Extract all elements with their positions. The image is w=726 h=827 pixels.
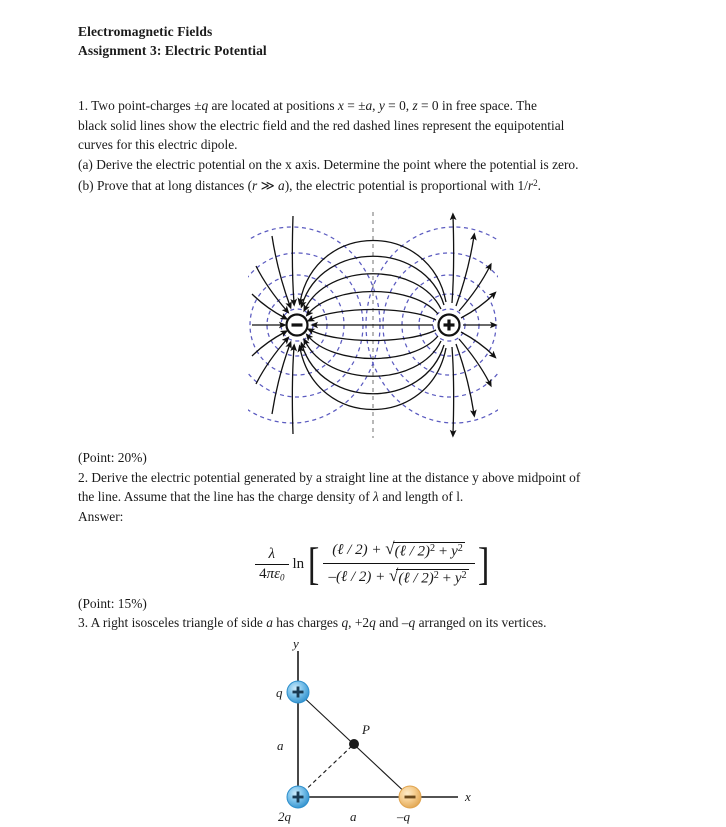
point-p-marker [349, 739, 359, 749]
formula-den-sqrt [389, 567, 469, 588]
formula-den-first-term: –(ℓ / 2) + [328, 569, 386, 586]
q2-points: (Point: 15%) [78, 595, 147, 611]
q1b-mid: ), the electric potential is proportional with 1/ [284, 178, 528, 194]
formula-den-rad-a: (ℓ / 2) [398, 570, 434, 587]
q1b-var-r: r [252, 178, 258, 194]
charge-right-negq [399, 786, 421, 808]
radical-icon: √ [385, 539, 395, 559]
formula-den-rad-y: y [454, 570, 462, 587]
formula-prefactor [255, 546, 288, 583]
formula-numerator [326, 540, 471, 563]
q1-eq-1: = [343, 98, 359, 113]
q1-part-a: (a) Derive the electric potential on the x axis. Determine the point where the potential is zero. [78, 156, 579, 172]
formula-den-rad-plus: + [438, 570, 455, 587]
answer-label: Answer: [78, 508, 124, 524]
formula-bracket-right: ] [477, 538, 490, 590]
formula-num-rad-a: (ℓ / 2) [394, 544, 431, 561]
q3-side-a: a [266, 615, 273, 631]
formula-ln: ln [292, 555, 305, 572]
q3-charge-q: q [341, 615, 349, 631]
q3-text-e: arranged on its vertices. [415, 615, 547, 631]
potential-formula [255, 538, 491, 590]
q1-line-2: black solid lines show the electric field and the red dashed lines represent the equipotential [78, 117, 565, 133]
q3-text-b: has charges [272, 615, 342, 631]
formula-denominator-expr [323, 563, 475, 588]
point-p-label: P [362, 721, 370, 737]
formula-lambda: λ [268, 545, 276, 562]
q1-comma-1: , [372, 98, 379, 113]
charge-origin-label: 2q [278, 808, 291, 824]
question-1-statement [78, 96, 668, 196]
q2-lambda: λ [373, 489, 379, 505]
formula-den-rad-y-exp: 2 [461, 570, 467, 582]
q3-text-d: and – [375, 615, 409, 631]
q2-line2-a: the line. Assume that the line has the charge density of [78, 489, 374, 505]
formula-num-rad-y: y [451, 544, 458, 561]
document-content [78, 22, 668, 827]
y-axis-label: y [293, 636, 299, 651]
formula-num-radicand [393, 542, 465, 561]
median-dashed-line [298, 744, 354, 797]
formula-num-rad-plus: + [435, 544, 452, 561]
formula-num-rad-y-exp: 2 [457, 543, 463, 555]
q1-part-b [78, 174, 668, 196]
isosceles-triangle-charges-diagram [258, 637, 488, 827]
formula-num-first-term: (ℓ / 2) + [332, 542, 382, 559]
q1b-var-a: a [277, 178, 285, 194]
q1-points: (Point: 20%) [78, 450, 147, 466]
document-subtitle: Assignment 3: Electric Potential [78, 43, 267, 58]
charge-top-label: q [276, 684, 283, 700]
q2-line-1: 2. Derive the electric potential generated by a straight line at the distance y above midpoint of [78, 469, 581, 485]
q1b-exponent: 2 [533, 178, 538, 189]
q1-var-x: x [337, 98, 344, 113]
side-vertical-label: a [277, 737, 284, 753]
q1b-gg: ≫ [257, 178, 278, 194]
formula-denominator [255, 564, 288, 583]
q1-text-part-2: are located at positions [208, 98, 338, 113]
formula-den-4: 4 [259, 565, 267, 582]
triangle-figure-container [78, 637, 668, 827]
q3-line-1 [78, 613, 668, 633]
question-3-block [78, 594, 668, 633]
electric-dipole-field-diagram [248, 210, 498, 440]
q1b-pre: (b) Prove that at long distances ( [78, 178, 253, 194]
q1-pm-q: ±q [194, 98, 209, 113]
negative-charge-marker [287, 315, 308, 336]
q1-text-part-1: 1. Two point-charges [78, 98, 195, 113]
document-title: Electromagnetic Fields [78, 24, 213, 39]
formula-den-radicand [396, 569, 468, 588]
x-axis-label: x [465, 788, 471, 804]
q1-var-z: z [412, 98, 418, 113]
q1-line-3: curves for this electric dipole. [78, 137, 238, 153]
q1-pm-a: ±a [358, 98, 373, 113]
q1-eq-2: = 0, [384, 98, 413, 113]
q3-text-c: , +2 [348, 615, 370, 631]
q2-line2-b: and length of l. [378, 489, 464, 505]
q1b-var-r2: r [527, 178, 534, 194]
q1-eq-3: = 0 in free space. The [417, 98, 537, 113]
formula-num-sqrt [385, 540, 465, 561]
dipole-figure-container [78, 210, 668, 440]
formula-bracket-left: [ [308, 538, 320, 590]
q1b-end: . [537, 178, 542, 194]
charge-top-q [287, 681, 309, 703]
formula-den-rad-a-exp: 2 [433, 570, 439, 582]
positive-charge-marker [439, 315, 460, 336]
charge-origin-2q [287, 786, 309, 808]
charge-right-label: –q [397, 808, 410, 824]
q3-charge-negq: q [408, 615, 416, 631]
formula-container [78, 538, 668, 590]
q2-line-2 [78, 487, 668, 507]
q3-text-a: 3. A right isosceles triangle of side [78, 615, 267, 631]
formula-den-subscript: 0 [280, 571, 285, 582]
formula-den-pi-eps: πε [266, 565, 280, 582]
question-2-block [78, 448, 668, 526]
radical-icon-2: √ [389, 566, 399, 586]
q3-charge-2q: q [369, 615, 376, 631]
formula-num-rad-a-exp: 2 [430, 543, 436, 555]
side-horizontal-label: a [350, 808, 357, 824]
q1-var-y: y [378, 98, 385, 113]
formula-log-argument [323, 540, 475, 587]
